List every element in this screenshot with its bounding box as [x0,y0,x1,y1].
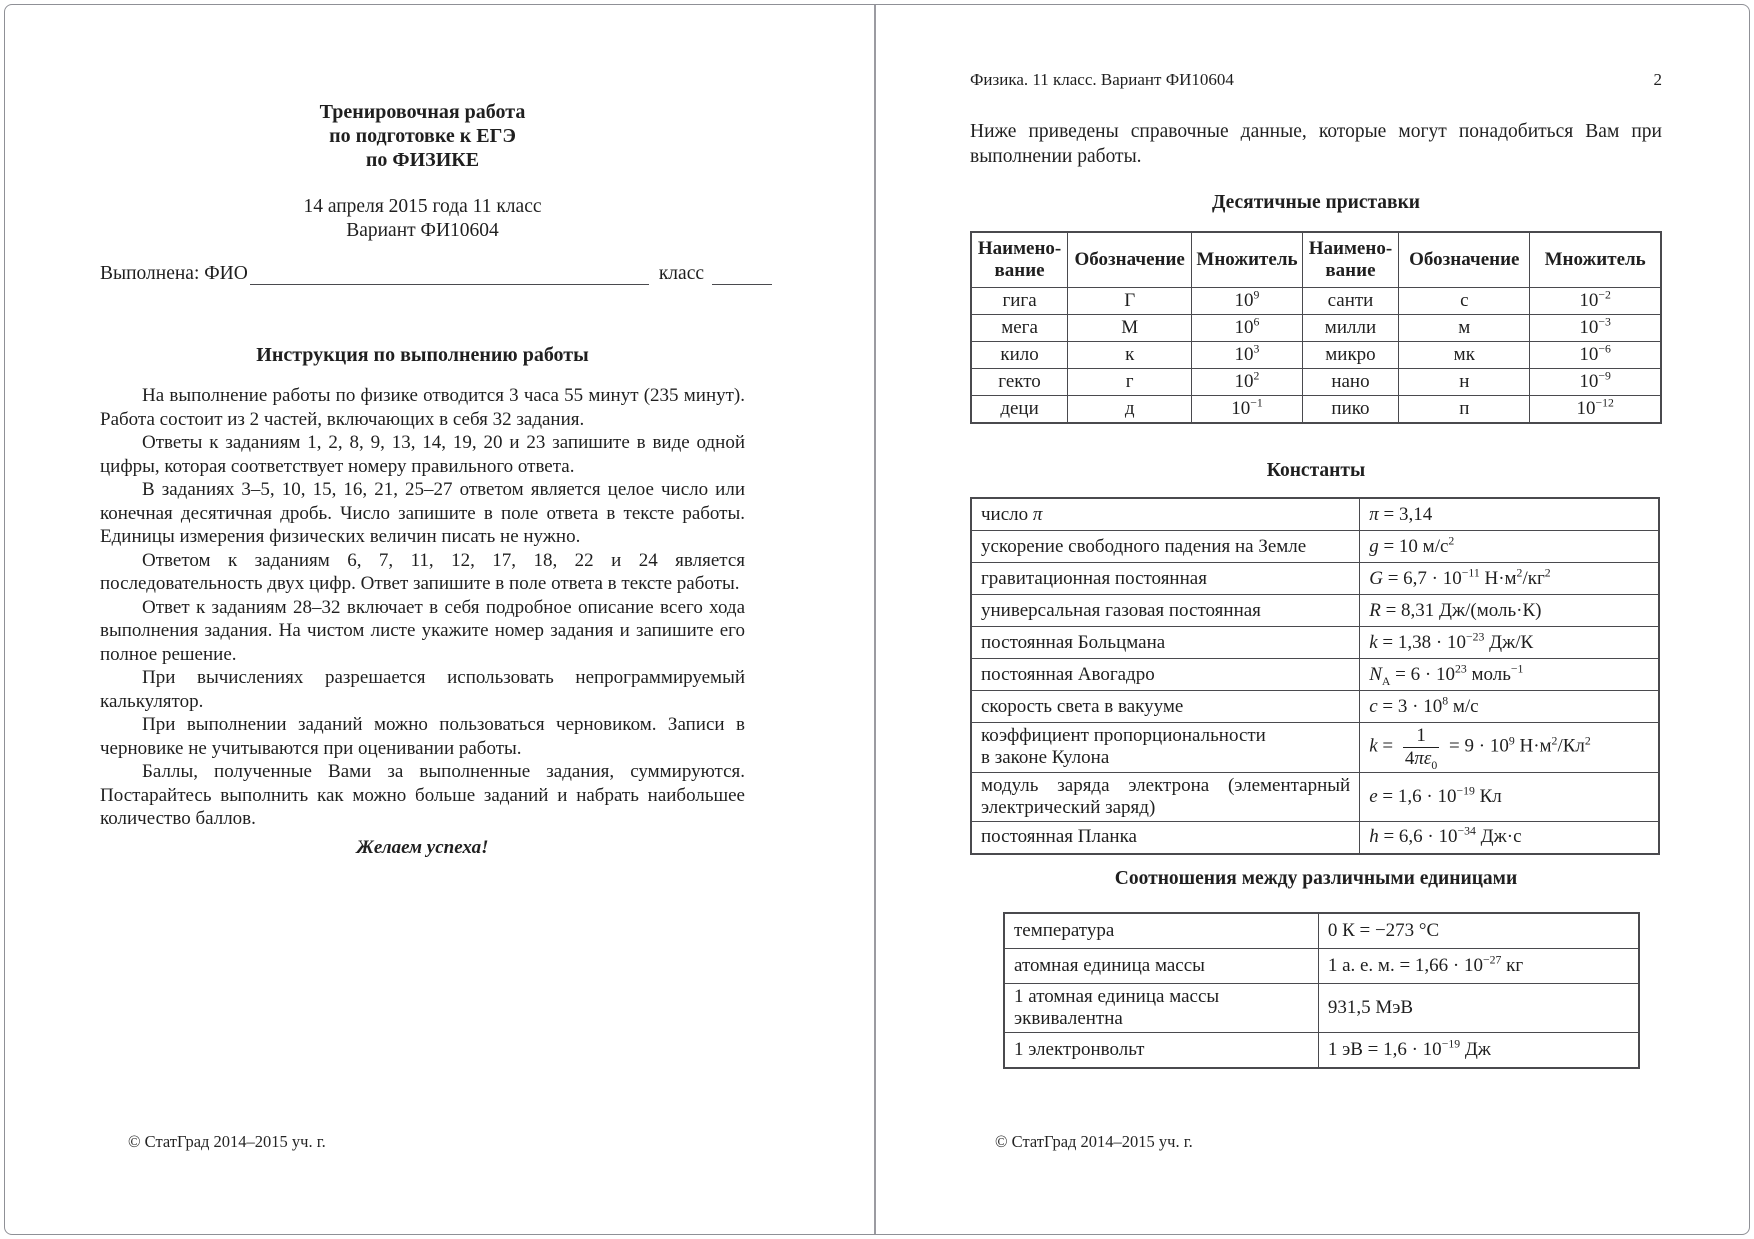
col-header: Обозначение [1068,232,1192,288]
constant-name: постоянная Планка [971,821,1360,854]
prefix-multiplier: $10^{-2}$ [1530,288,1661,315]
table-row [971,342,1661,369]
instruction-paragraph-3: В заданиях 3–5, 10, 15, 16, 21, 25–27 ответом является целое число или конечная десятичная дробь. Число запишите в поле ответа в тексте работы. Единицы измерения физических величин писать не нужно. [100,479,745,547]
prefix-multiplier: $10^6$ [1192,315,1302,342]
page-2 [876,0,1754,1239]
instruction-paragraph-8: Баллы, полученные Вами за выполненные задания, суммируются. Постарайтесь выполнить как можно больше заданий и набрать наибольшее количество баллов. [100,761,745,829]
title-line-2: по подготовке к ЕГЭ [329,125,516,147]
prefix-symbol: с [1399,288,1530,315]
prefix-table [970,231,1662,424]
unit-value: 931,5 МэВ [1318,984,1639,1033]
constant-value: $e = 1,6 \cdot 10^{-19}$ Кл [1360,772,1659,821]
unit-name: температура [1004,913,1318,949]
prefix-symbol: мк [1399,342,1530,369]
unit-value: 1 а. е. м. = $1,66 \cdot 10^{-27}$ кг [1318,949,1639,984]
table-row [971,563,1659,595]
constants-table [970,497,1660,855]
instruction-paragraph-1: На выполнение работы по физике отводится 3 часа 55 минут (235 минут). Работа состоит из 2 частей, включающих в себя 32 задания. [100,385,745,430]
page-2-footer: © СтатГрад 2014–2015 уч. г. [995,1132,1193,1151]
instruction-paragraph-2: Ответы к заданиям 1, 2, 8, 9, 13, 14, 19, 20 и 23 запишите в виде одной цифры, которая соответствует номеру правильного ответа. [100,432,745,477]
constant-value: $N_А = 6 \cdot 10^{23}$ моль$^{-1}$ [1360,659,1659,691]
prefix-name: гига [971,288,1068,315]
page-2-header [970,70,1662,90]
prefix-multiplier: $10^2$ [1192,369,1302,396]
col-header: Множитель [1530,232,1661,288]
constant-name: модуль заряда электрона (элементарный электрический заряд) [971,772,1360,821]
page-1-footer: © СтатГрад 2014–2015 уч. г. [128,1132,326,1151]
constant-name: ускорение свободного падения на Земле [971,531,1360,563]
prefix-name: нано [1302,369,1399,396]
prefix-multiplier: $10^3$ [1192,342,1302,369]
constant-value: k = $\frac{1}{4\pi\varepsilon_0}$ = $9 \cdot 10^9$ $Н\cdot м^2/Кл^2$ [1360,723,1659,773]
constant-name: постоянная Больцмана [971,627,1360,659]
col-header: Наимено- вание [1302,232,1399,288]
prefix-name: милли [1302,315,1399,342]
prefix-symbol: г [1068,369,1192,396]
table-row [971,288,1661,315]
prefix-name: пико [1302,396,1399,424]
table-row [971,369,1661,396]
table-row [1004,913,1639,949]
constant-value: $k = 1,38 \cdot 10^{-23}$ Дж/К [1360,627,1659,659]
good-luck-line: Желаем успеха! [356,836,489,858]
units-table-title: Соотношения между различными единицами [1114,868,1518,889]
unit-value: 0 К = −273 °С [1318,913,1639,949]
constant-value: π = 3,14 [1360,498,1659,531]
prefix-name: микро [1302,342,1399,369]
instruction-paragraph-4: Ответом к заданиям 6, 7, 11, 12, 17, 18, 22 и 24 является последовательность двух цифр. Ответ запишите в поле ответа в тексте работы. [100,549,745,594]
prefix-multiplier: $10^{-1}$ [1192,396,1302,424]
prefix-symbol: м [1399,315,1530,342]
page-1 [0,0,874,1239]
fio-blank-line [250,262,649,285]
constant-name: гравитационная постоянная [971,563,1360,595]
table-row [971,595,1659,627]
constants-table-title: Константы [1266,460,1366,481]
table-row [971,498,1659,531]
constant-value: g = 10 $м/с^2$ [1360,531,1659,563]
class-blank-line [712,262,772,285]
instruction-paragraph-5: Ответ к заданиям 28–32 включает в себя подробное описание всего хода выполнения задания. На чистом листе укажите номер задания и запишите его полное решение. [100,596,745,665]
prefix-multiplier: $10^9$ [1192,288,1302,315]
prefix-multiplier: $10^{-3}$ [1530,315,1661,342]
constant-value: $h = 6,6 \cdot 10^{-34}$ Дж·с [1360,821,1659,854]
prefix-header-row [971,232,1661,288]
fio-label: Выполнена: ФИО [100,263,248,284]
unit-name: 1 атомная единица массы эквивалентна [1004,984,1318,1033]
table-row [971,723,1659,773]
table-row [971,531,1659,563]
prefix-name: санти [1302,288,1399,315]
constant-name: число π [971,498,1360,531]
constant-value: $c = 3 \cdot 10^8$ м/с [1360,691,1659,723]
prefix-symbol: М [1068,315,1192,342]
prefix-name: кило [971,342,1068,369]
instruction-title: Инструкция по выполнению работы [256,344,589,366]
prefix-multiplier: $10^{-9}$ [1530,369,1661,396]
work-title [100,100,745,172]
class-label: класс [658,263,704,284]
unit-name: 1 электронвольт [1004,1033,1318,1069]
prefix-symbol: д [1068,396,1192,424]
col-header: Обозначение [1399,232,1530,288]
date-block [100,195,745,243]
units-table [1003,912,1640,1069]
table-row [1004,984,1639,1033]
table-row [971,396,1661,424]
table-row [971,691,1659,723]
fio-row [100,262,772,285]
col-header: Наимено- вание [971,232,1068,288]
constant-name: постоянная Авогадро [971,659,1360,691]
constant-name: коэффициент пропорциональности в законе Кулона [971,723,1360,773]
running-title: Физика. 11 класс. Вариант ФИ10604 [970,70,1234,89]
prefix-name: гекто [971,369,1068,396]
instruction-paragraph-6: При вычислениях разрешается использовать непрограммируемый калькулятор. [100,667,745,712]
prefix-symbol: Г [1068,288,1192,315]
prefix-symbol: к [1068,342,1192,369]
constant-name: скорость света в вакууме [971,691,1360,723]
table-row [971,772,1659,821]
constant-value: R = 8,31 Дж/(моль·К) [1360,595,1659,627]
prefix-multiplier: $10^{-6}$ [1530,342,1661,369]
title-line-1: Тренировочная работа [319,101,526,123]
reference-intro: Ниже приведены справочные данные, которые могут понадобиться Вам при выполнении работы. [970,121,1662,167]
table-row [1004,949,1639,984]
instruction-text [100,384,745,859]
constant-value: $G = 6,7 \cdot 10^{-11}$ $Н\cdot м^2/кг^2$ [1360,563,1659,595]
prefix-table-title: Десятичные приставки [1211,192,1421,213]
prefix-name: деци [971,396,1068,424]
table-row [971,627,1659,659]
title-line-3: по ФИЗИКЕ [365,149,480,171]
table-row [971,315,1661,342]
instruction-paragraph-7: При выполнении заданий можно пользоваться черновиком. Записи в черновике не учитываются при оценивании работы. [100,714,745,759]
table-row [971,821,1659,854]
variant-line: Вариант ФИ10604 [346,220,499,241]
table-row [971,659,1659,691]
prefix-name: мега [971,315,1068,342]
prefix-symbol: п [1399,396,1530,424]
table-row [1004,1033,1639,1069]
unit-value: 1 эВ = $1,6 \cdot 10^{-19}$ Дж [1318,1033,1639,1069]
date-line: 14 апреля 2015 года 11 класс [303,196,542,217]
unit-name: атомная единица массы [1004,949,1318,984]
prefix-multiplier: $10^{-12}$ [1530,396,1661,424]
constant-name: универсальная газовая постоянная [971,595,1360,627]
page-number: 2 [1653,70,1662,89]
col-header: Множитель [1192,232,1302,288]
prefix-symbol: н [1399,369,1530,396]
